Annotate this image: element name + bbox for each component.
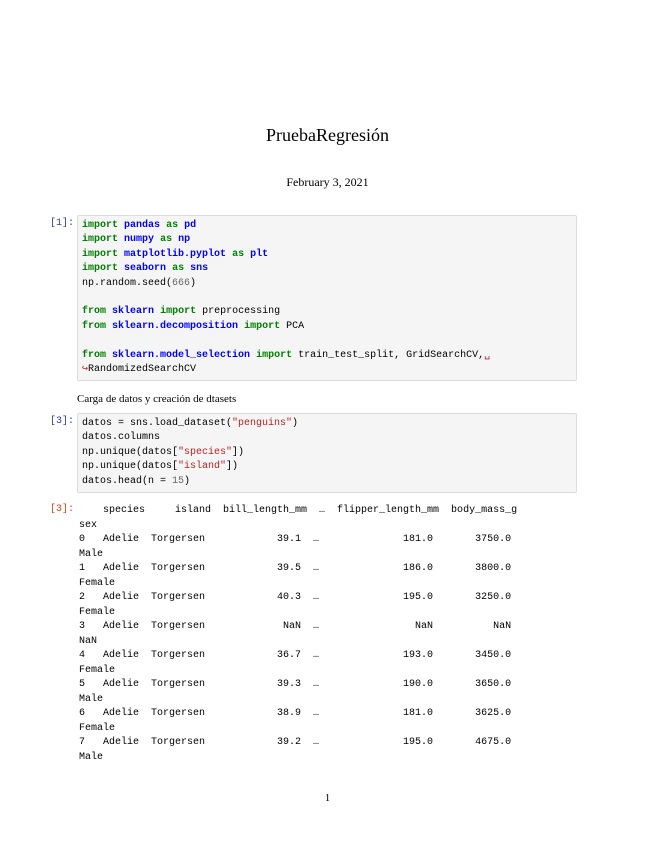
code-token: ) xyxy=(292,418,299,429)
code-token: as xyxy=(172,263,185,275)
code-line xyxy=(82,475,190,489)
code-line xyxy=(82,431,160,445)
output-line: Female xyxy=(79,664,116,676)
code-token: import xyxy=(82,263,119,275)
code-token: np xyxy=(178,234,191,246)
code-token: sklearn.decomposition xyxy=(112,320,239,332)
code-token: ]) xyxy=(226,461,239,473)
code-line xyxy=(82,417,298,431)
output-line: Male xyxy=(79,548,104,560)
code-token: import xyxy=(244,320,281,332)
code-line xyxy=(82,446,244,460)
output-line: 5 Adelie Torgersen 39.3 … 190.0 3650.0 xyxy=(79,679,512,690)
code-token: np.unique(datos[ xyxy=(82,446,179,458)
code-token: np.unique(datos[ xyxy=(82,461,179,473)
code-token: from xyxy=(82,349,107,361)
output-line: Female xyxy=(79,577,116,589)
code-line xyxy=(82,320,304,334)
output-line: NaN xyxy=(79,635,98,647)
code-cell-3[interactable] xyxy=(77,413,577,493)
code-cell-1[interactable] xyxy=(77,215,577,381)
code-token: from xyxy=(82,306,107,318)
output-line: Male xyxy=(79,751,104,763)
output-line: 7 Adelie Torgersen 39.2 … 195.0 4675.0 xyxy=(79,737,512,748)
code-token: sklearn.model_selection xyxy=(112,349,251,361)
code-token: sklearn xyxy=(112,306,155,318)
output3-prompt: [3]: xyxy=(50,504,75,515)
code-token: datos = sns.load_dataset( xyxy=(82,418,233,429)
code-token: pandas xyxy=(124,220,161,231)
code-line xyxy=(82,363,196,377)
output-line: sex xyxy=(79,519,98,531)
output-line: 6 Adelie Torgersen 38.9 … 181.0 3625.0 xyxy=(79,708,512,719)
document-title: PruebaRegresión xyxy=(266,125,389,145)
code-token: 666 xyxy=(172,277,191,289)
code-token: as xyxy=(160,234,173,246)
output-line: 1 Adelie Torgersen 39.5 … 186.0 3800.0 xyxy=(79,563,512,574)
code-token: import xyxy=(256,349,293,361)
code-token: datos.columns xyxy=(82,432,161,444)
code-token: numpy xyxy=(124,234,155,246)
code-line xyxy=(82,219,196,233)
code-token: datos.head(n = xyxy=(82,475,173,487)
code-token: 15 xyxy=(172,475,185,487)
output-line: Male xyxy=(79,693,104,705)
code-token: pd xyxy=(184,220,197,231)
code-token: import xyxy=(82,234,119,246)
cell3-prompt: [3]: xyxy=(50,416,75,427)
code-token: import xyxy=(82,220,119,231)
code-token: ) xyxy=(190,277,197,289)
code-token: as xyxy=(232,248,245,260)
code-line xyxy=(82,262,208,276)
code-line xyxy=(82,305,280,319)
code-token: np.random.seed( xyxy=(82,277,173,289)
code-token: import xyxy=(82,248,119,260)
code-token: "species" xyxy=(178,446,233,458)
output-line: Female xyxy=(79,606,116,618)
output-line: 0 Adelie Torgersen 39.1 … 181.0 3750.0 xyxy=(79,534,512,545)
markdown-text: Carga de datos y creación de dtasets xyxy=(77,393,237,405)
code-line xyxy=(82,349,490,363)
cell1-prompt: [1]: xyxy=(50,218,75,229)
code-token: RandomizedSearchCV xyxy=(88,364,197,375)
code-token: sns xyxy=(190,263,209,275)
code-token: "penguins" xyxy=(232,418,293,429)
code-token: seaborn xyxy=(124,263,167,275)
output-line: 2 Adelie Torgersen 40.3 … 195.0 3250.0 xyxy=(79,592,512,603)
code-line xyxy=(82,248,268,262)
code-line xyxy=(82,233,190,247)
code-token: import xyxy=(160,306,197,318)
code-token: ]) xyxy=(232,446,245,458)
output-line: 3 Adelie Torgersen NaN … NaN NaN xyxy=(79,621,512,632)
output-line: species island bill_length_mm … flipper_length_mm body_mass_g xyxy=(79,505,518,516)
code-token: ) xyxy=(184,475,191,487)
code-line xyxy=(82,460,238,474)
code-line xyxy=(82,277,196,291)
page-number: 1 xyxy=(324,792,331,804)
code-token: as xyxy=(166,220,179,231)
code-token: "island" xyxy=(178,461,227,473)
code-token: preprocessing xyxy=(196,306,281,318)
code-token: ↪ xyxy=(82,364,89,375)
code-token: from xyxy=(82,320,107,332)
code-token: PCA xyxy=(280,320,305,332)
output-line: Female xyxy=(79,722,116,734)
code-token: matplotlib.pyplot xyxy=(124,248,227,260)
code-token: plt xyxy=(250,248,269,260)
output-line: 4 Adelie Torgersen 36.7 … 193.0 3450.0 xyxy=(79,650,512,661)
code-token: ␣ xyxy=(484,349,491,361)
document-date: February 3, 2021 xyxy=(286,175,369,189)
code-token: train_test_split, GridSearchCV, xyxy=(292,349,485,361)
